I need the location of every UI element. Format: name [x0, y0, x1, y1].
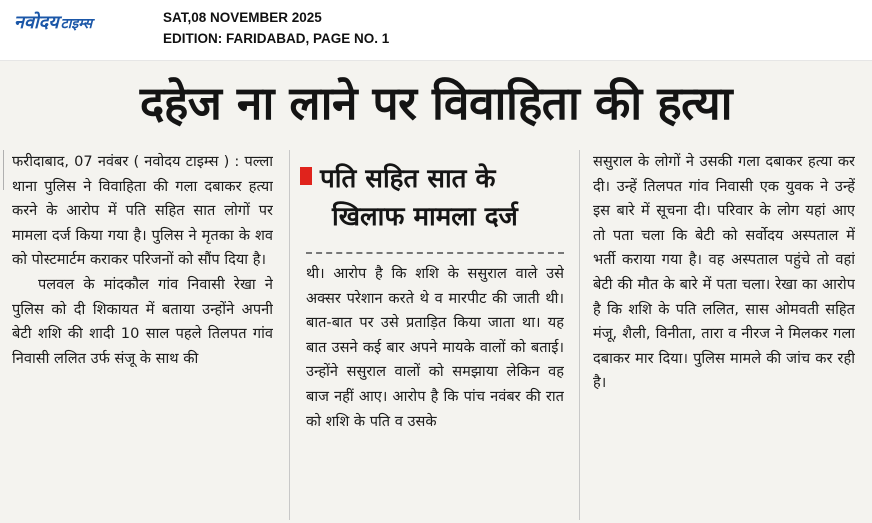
- logo-main-text: नवोदय: [14, 12, 59, 33]
- subheadline-divider: [306, 252, 564, 254]
- column-divider: [579, 150, 580, 520]
- red-square-bullet-icon: [300, 167, 312, 185]
- publication-date: SAT,08 NOVEMBER 2025: [163, 10, 322, 25]
- subheadline-line-2: खिलाफ मामला दर्ज: [332, 202, 518, 232]
- newspaper-logo[interactable]: [14, 10, 92, 34]
- paragraph-1: फरीदाबाद, 07 नवंबर ( नवोदय टाइम्स ) : पल्ला थाना पुलिस ने विवाहिता की गला दबाकर हत्या करने के आरोप में पति सहित सात लोगों पर मामला दर्ज किया गया है। पुलिस ने मृतका के शव को पोस्टमार्टम कराकर परिजनों को सौंप दिया है।: [12, 153, 273, 269]
- article-column-3: [593, 150, 855, 520]
- article-column-2: [306, 262, 564, 520]
- paragraph-2: पलवल के मांदकौल गांव निवासी रेखा ने पुलिस को दी शिकायत में बताया उन्होंने अपनी बेटी शशि की शादी 10 साल पहले तिलपत गांव निवासी ललित उर्फ संजू के साथ की: [12, 275, 273, 367]
- article-column-1: [12, 150, 273, 520]
- subheadline-line-1: पति सहित सात के: [320, 164, 496, 194]
- edition-page: EDITION: FARIDABAD, PAGE NO. 1: [163, 31, 390, 46]
- paragraph-4: ससुराल के लोगों ने उसकी गला दबाकर हत्या कर दी। उन्हें तिलपत गांव निवासी एक युवक ने उन्हें इस बारे में सूचना दी। परिवार के लोग यहां आए तो पता चला कि बेटी को सर्वोदय अस्पताल में भर्ती कराया गया है। वह अस्पताल पहुंचे तो वहां बेटी की मौत के बारे में पता चला। रेखा का आरोप है कि शशि के पति ललित, सास ओमवती सहित मंजू, शैली, विनीता, तारा व नीरज ने मिलकर गला दबाकर मार दिया। पुलिस मामले की जांच कर रही है।: [593, 153, 855, 392]
- paragraph-3: थी। आरोप है कि शशि के ससुराल वाले उसे अक्सर परेशान करते थे व मारपीट की जाती थी। बात-बात पर उसे प्रताड़ित किया जाता था। यह बात उसने कई बार अपने मायके वालों को बताई। उन्होंने ससुराल वालों को समझाया लेकिन वह बाज नहीं आए। आरोप है कि पांच नवंबर की रात को शशि के पति व उसके: [306, 265, 564, 430]
- column-divider: [289, 150, 290, 520]
- article-headline: दहेज ना लाने पर विवाहिता की हत्या: [139, 76, 733, 130]
- page-header: [0, 0, 872, 61]
- column-marker: [3, 150, 4, 190]
- logo-sub-text: टाइम्स: [60, 16, 93, 32]
- article-subheadline: [300, 160, 570, 236]
- edition-info: [163, 7, 389, 49]
